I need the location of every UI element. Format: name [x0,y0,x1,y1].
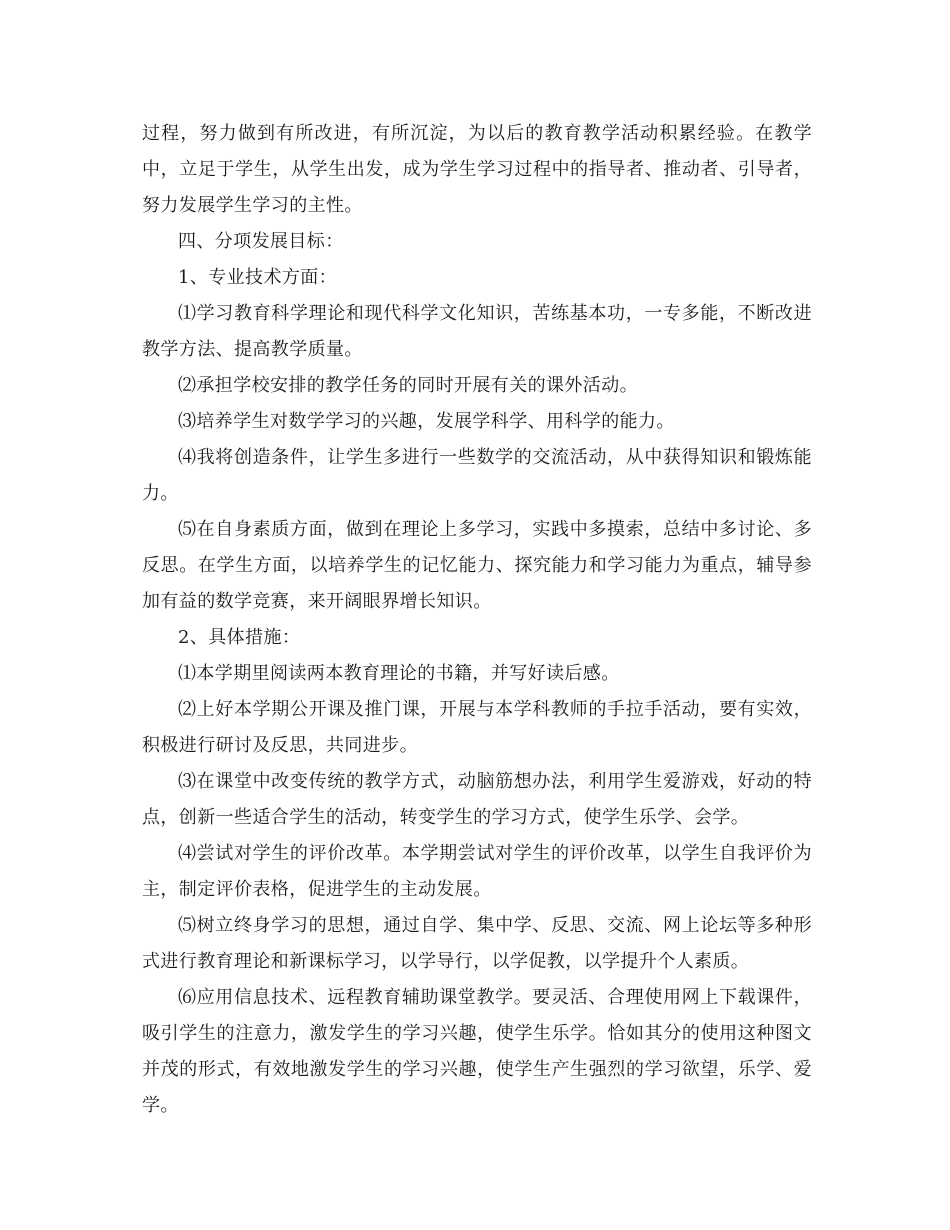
paragraph-continuation: 过程，努力做到有所改进，有所沉淀，为以后的教育教学活动积累经验。在教学中，立足于学生，从学生出发，成为学生学习过程中的指导者、推动者、引导者，努力发展学生学习的主性。 [142,123,812,216]
list-item: ⑷我将创造条件，让学生多进行一些数学的交流活动，从中获得知识和锻炼能力。 [142,447,812,504]
list-item: ⑴学习教育科学理论和现代科学文化知识，苦练基本功，一专多能，不断改进教学方法、提高教学质量。 [142,303,812,360]
list-item: ⑶在课堂中改变传统的教学方式，动脑筋想办法，利用学生爱游戏，好动的特点，创新一些适合学生的活动，转变学生的学习方式，使学生乐学、会学。 [142,771,812,828]
section-heading-goals: 四、分项发展目标： [178,231,344,252]
list-item: ⑶培养学生对数学学习的兴趣，发展学科学、用科学的能力。 [178,411,675,432]
list-item: ⑹应用信息技术、远程教育辅助课堂教学。要灵活、合理使用网上下载课件，吸引学生的注意力，激发学生的学习兴趣，使学生乐学。恰如其分的使用这种图文并茂的形式，有效地激发学生的学习兴趣，使学生产生强烈的学习欲望，乐学、爱学。 [142,987,812,1116]
subheading-professional-skills: 1、专业技术方面： [178,267,338,288]
list-item: ⑷尝试对学生的评价改革。本学期尝试对学生的评价改革，以学生自我评价为主，制定评价表格，促进学生的主动发展。 [142,843,812,900]
list-item: ⑴本学期里阅读两本教育理论的书籍，并写好读后感。 [178,663,620,684]
list-item: ⑵承担学校安排的教学任务的同时开展有关的课外活动。 [178,375,638,396]
subheading-measures: 2、具体措施： [178,627,301,648]
list-item: ⑸树立终身学习的思想，通过自学、集中学、反思、交流、网上论坛等多种形式进行教育理论和新课标学习，以学导行，以学促教，以学提升个人素质。 [142,915,812,972]
list-item: ⑵上好本学期公开课及推门课，开展与本学科教师的手拉手活动，要有实效，积极进行研讨及反思，共同进步。 [142,699,812,756]
document-body [142,116,812,1124]
list-item: ⑸在自身素质方面，做到在理论上多学习，实践中多摸索，总结中多讨论、多反思。在学生方面，以培养学生的记忆能力、探究能力和学习能力为重点，辅导参加有益的数学竞赛，来开阔眼界增长知识。 [142,519,812,612]
